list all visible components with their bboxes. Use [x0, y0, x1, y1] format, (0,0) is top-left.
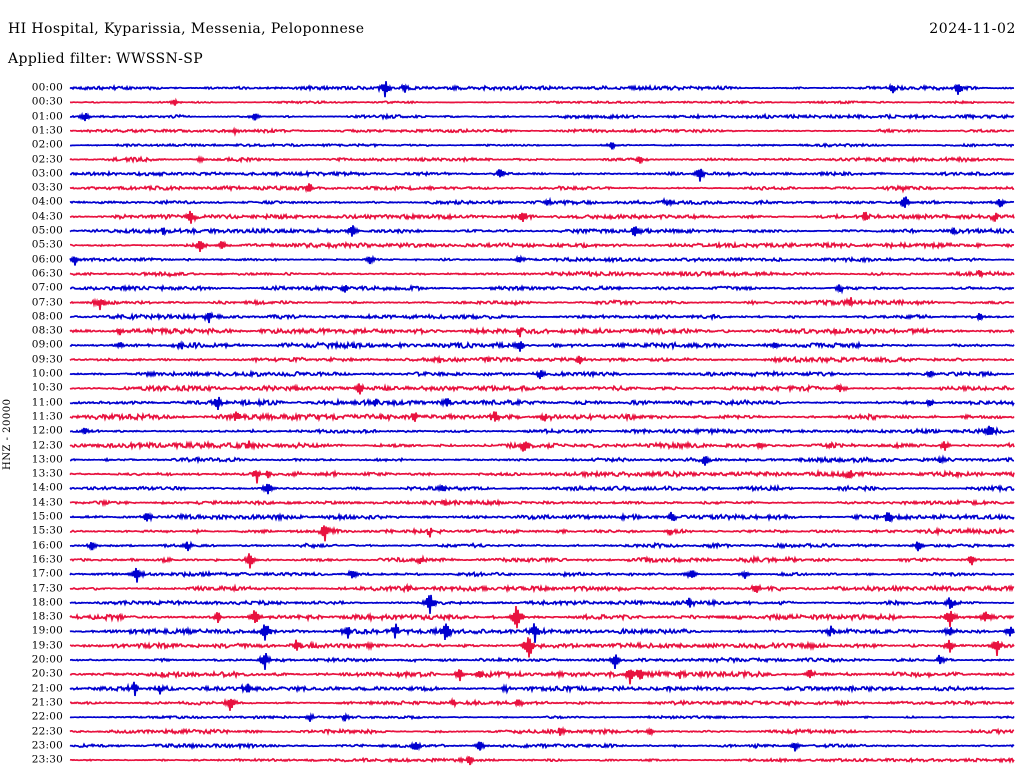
- trace-14:00: [70, 484, 1014, 494]
- trace-20:00: [70, 653, 1014, 670]
- trace-05:00: [70, 225, 1014, 236]
- row-time-label: 12:30: [31, 439, 63, 452]
- row-time-label: 01:30: [31, 124, 63, 137]
- trace-01:00: [70, 113, 1014, 121]
- trace-01:30: [70, 129, 1014, 133]
- trace-00:00: [70, 81, 1014, 97]
- row-time-label: 01:00: [31, 110, 63, 123]
- row-time-label: 20:30: [31, 667, 63, 680]
- row-time-label: 19:30: [31, 639, 63, 652]
- trace-15:30: [70, 525, 1014, 541]
- row-time-label: 15:30: [31, 524, 63, 537]
- row-time-label: 00:30: [31, 95, 63, 108]
- row-time-label: 23:00: [31, 739, 63, 752]
- trace-14:30: [70, 500, 1014, 505]
- row-time-label: 04:00: [31, 195, 63, 208]
- channel-gain-label: HNZ - 20000: [2, 398, 13, 470]
- trace-21:30: [70, 699, 1014, 711]
- trace-19:30: [70, 637, 1014, 657]
- trace-13:00: [70, 456, 1014, 465]
- trace-12:00: [70, 426, 1014, 435]
- row-time-label: 19:00: [31, 624, 63, 637]
- trace-23:30: [70, 756, 1014, 765]
- trace-23:00: [70, 742, 1014, 752]
- row-time-label: 09:30: [31, 353, 63, 366]
- row-time-label: 00:00: [31, 81, 63, 94]
- row-time-label: 20:00: [31, 653, 63, 666]
- row-time-label: 03:30: [31, 181, 63, 194]
- trace-17:00: [70, 568, 1014, 583]
- row-time-label: 18:00: [31, 596, 63, 609]
- trace-09:30: [70, 356, 1014, 364]
- record-date: 2024-11-02: [929, 21, 1016, 37]
- row-time-label: 14:00: [31, 481, 63, 494]
- trace-03:00: [70, 169, 1014, 182]
- trace-06:00: [70, 257, 1014, 266]
- row-time-label: 02:00: [31, 138, 63, 151]
- row-time-label: 08:00: [31, 310, 63, 323]
- row-time-label: 14:30: [31, 496, 63, 509]
- row-time-label: 16:30: [31, 553, 63, 566]
- trace-05:30: [70, 241, 1014, 252]
- row-time-label: 17:00: [31, 567, 63, 580]
- row-time-label: 13:30: [31, 467, 63, 480]
- trace-02:30: [70, 157, 1014, 164]
- row-time-label: 04:30: [31, 210, 63, 223]
- trace-06:30: [70, 270, 1014, 276]
- trace-17:30: [70, 586, 1014, 593]
- trace-11:30: [70, 412, 1014, 422]
- row-time-label: 23:30: [31, 753, 63, 766]
- row-time-label: 15:00: [31, 510, 63, 523]
- row-time-label: 02:30: [31, 153, 63, 166]
- trace-21:00: [70, 682, 1014, 696]
- trace-22:00: [70, 715, 1014, 722]
- row-time-label: 17:30: [31, 582, 63, 595]
- trace-15:00: [70, 512, 1014, 522]
- row-time-label: 08:30: [31, 324, 63, 337]
- row-time-label: 21:30: [31, 696, 63, 709]
- row-time-label: 07:00: [31, 281, 63, 294]
- trace-11:00: [70, 397, 1014, 410]
- filter-value: WWSSN-SP: [116, 51, 204, 67]
- trace-16:30: [70, 553, 1014, 568]
- row-time-label: 05:30: [31, 238, 63, 251]
- trace-08:30: [70, 328, 1014, 337]
- row-time-label: 11:00: [31, 396, 63, 409]
- row-time-label: 10:30: [31, 381, 63, 394]
- trace-07:00: [70, 285, 1014, 293]
- row-time-label: 10:00: [31, 367, 63, 380]
- row-time-label: 16:00: [31, 539, 63, 552]
- trace-18:30: [70, 606, 1014, 628]
- trace-20:30: [70, 669, 1014, 684]
- row-time-label: 12:00: [31, 424, 63, 437]
- trace-16:00: [70, 542, 1014, 552]
- row-time-label: 21:00: [31, 682, 63, 695]
- trace-03:30: [70, 183, 1014, 191]
- row-time-label: 22:30: [31, 725, 63, 738]
- trace-02:00: [70, 143, 1014, 150]
- row-time-label: 07:30: [31, 296, 63, 309]
- trace-04:00: [70, 197, 1014, 208]
- trace-10:00: [70, 370, 1014, 379]
- trace-10:30: [70, 384, 1014, 395]
- row-time-label: 05:00: [31, 224, 63, 237]
- row-time-label: 11:30: [31, 410, 63, 423]
- trace-09:00: [70, 341, 1014, 351]
- trace-08:00: [70, 313, 1014, 323]
- trace-12:30: [70, 441, 1014, 452]
- trace-07:30: [70, 297, 1014, 310]
- row-time-label: 22:00: [31, 710, 63, 723]
- trace-18:00: [70, 595, 1014, 614]
- trace-00:30: [70, 100, 1014, 106]
- trace-13:30: [70, 470, 1014, 483]
- trace-04:30: [70, 211, 1014, 224]
- row-time-label: 03:00: [31, 167, 63, 180]
- trace-19:00: [70, 623, 1014, 643]
- row-time-label: 06:30: [31, 267, 63, 280]
- row-time-label: 09:00: [31, 338, 63, 351]
- row-time-label: 13:00: [31, 453, 63, 466]
- row-time-label: 18:30: [31, 610, 63, 623]
- station-title: HI Hospital, Kyparissia, Messenia, Peloponnese: [8, 21, 365, 37]
- filter-label: Applied filter:: [8, 51, 113, 67]
- row-time-label: 06:00: [31, 253, 63, 266]
- trace-22:30: [70, 728, 1014, 736]
